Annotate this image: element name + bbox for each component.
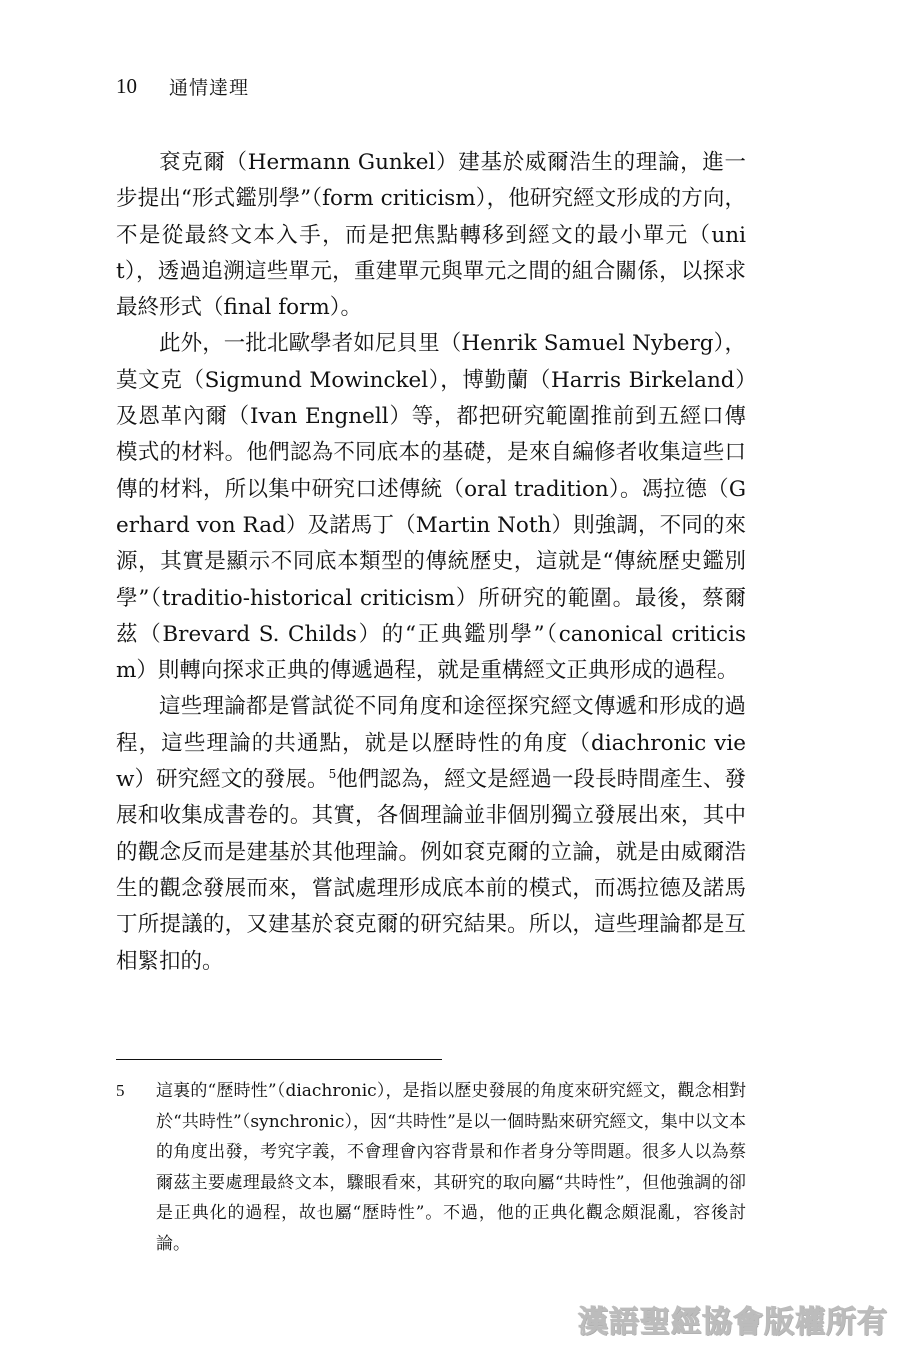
paragraph-diachronic-part2: 他們認為，經文是經過一段長時間產生、發展和收集成書卷的。其實，各個理論並非個別獨立發展出來，其中的觀念反而是建基於其他理論。例如袞克爾的立論，就是由威爾浩生的觀念發展而來，嘗試處理形成底本前的模式，而馮拉德及諾馬丁所提議的，又建基於袞克爾的研究結果。所以，這些理論都是互相緊扣的。 bbox=[116, 767, 746, 974]
footnote-text: 這裏的“歷時性”（diachronic），是指以歷史發展的角度來研究經文，觀念相對於“共時性”（synchronic），因“共時性”是以一個時點來研究經文，集中以文本的角度出發，考究字義，不會理會內容背景和作者身分等問題。很多人以為蔡爾茲主要處理最終文本，驟眼看來，其研究的取向屬“共時性”，但他強調的卻是正典化的過程，故也屬“歷時性”。不過，他的正典化觀念頗混亂，容後討論。 bbox=[156, 1081, 746, 1254]
paragraph-tradition-history: 此外，一批北歐學者如尼貝里（Henrik Samuel Nyberg），莫文克（Sigmund Mowinckel），博勤蘭（Harris Birkeland）及恩革內爾（Ivan Engnell）等，都把研究範圍推前到五經口傳模式的材料。他們認為不同底本的基礎，是來自編修者收集這些口傳的材料，所以集中研究口述傳統（oral tradition）。馮拉德（Gerhard von Rad）及諾馬丁（Martin Noth）則強調，不同的來源，其實是顯示不同底本類型的傳統歷史，這就是“傳統歷史鑑別學”（traditio-historical criticism）所研究的範圍。最後，蔡爾茲（Brevard S. Childs）的“正典鑑別學”（canonical criticism）則轉向探求正典的傳遞過程，就是重構經文正典形成的過程。 bbox=[116, 331, 746, 684]
main-text bbox=[116, 145, 746, 980]
page-number: 10 bbox=[116, 73, 137, 98]
paragraph-diachronic bbox=[116, 689, 746, 979]
page-header bbox=[116, 70, 249, 102]
footnote-number: 5 bbox=[116, 1081, 125, 1100]
paragraph-form-criticism: 袞克爾（Hermann Gunkel）建基於威爾浩生的理論，進一步提出“形式鑑別學”（form criticism），他研究經文形成的方向，不是從最終文本入手，而是把焦點轉移到經文的最小單元（unit），透過追溯這些單元，重建單元與單元之間的組合關係，以探求最終形式（final form）。 bbox=[116, 150, 746, 321]
footnote-divider bbox=[116, 1059, 442, 1060]
copyright-watermark: 漢語聖經協會版權所有 bbox=[578, 1305, 888, 1340]
footnote-reference[interactable]: 5 bbox=[328, 766, 337, 781]
footnote bbox=[116, 1076, 746, 1259]
running-title: 通情達理 bbox=[169, 76, 250, 99]
paragraph-diachronic-part1: 這些理論都是嘗試從不同角度和途徑探究經文傳遞和形成的過程，這些理論的共通點，就是以歷時性的角度（diachronic view）研究經文的發展。 bbox=[116, 694, 746, 793]
